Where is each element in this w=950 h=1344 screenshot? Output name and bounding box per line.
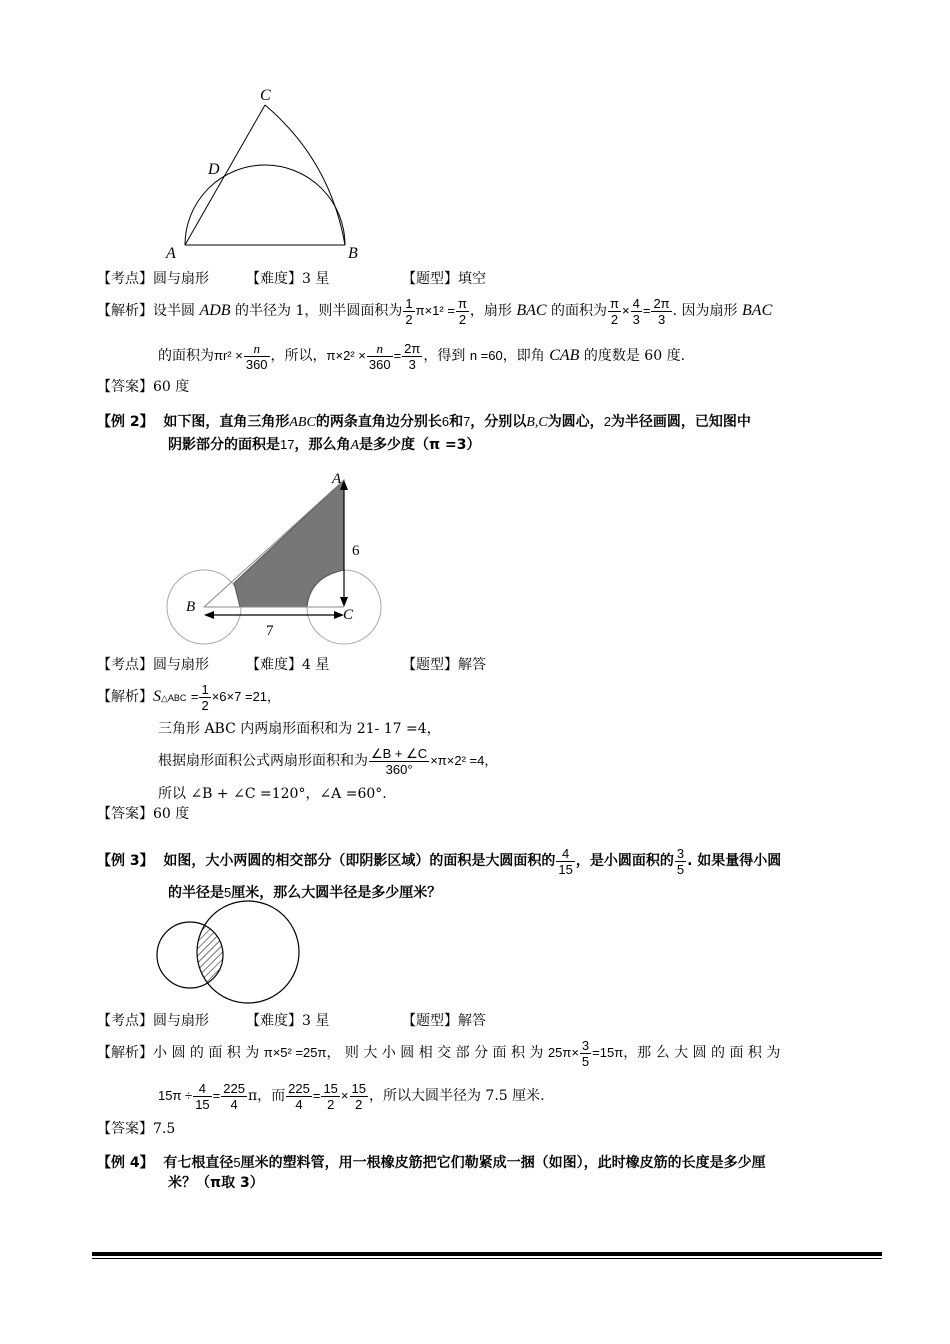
fraction-225-4: $\frac{225}{4}$ — [223, 1080, 245, 1112]
math: ×6×7 =21， — [211, 689, 281, 704]
label-d: D — [208, 161, 220, 178]
example-label: 【例 3】 — [97, 853, 154, 869]
math-adb: ADB — [199, 302, 231, 319]
math: 7 — [463, 414, 471, 429]
text: ，扇形 — [469, 303, 512, 319]
shaded-region — [234, 480, 344, 607]
text: 如下图，直角三角形 — [163, 414, 290, 430]
math: = — [190, 689, 199, 704]
ex2-answer: 【答案】60 度 — [97, 806, 190, 822]
text: 是多少度（π =3） — [359, 437, 481, 453]
figure-sector-semicircle — [160, 80, 380, 270]
text: 的面积为 — [551, 303, 608, 319]
ex3-question-line1 — [97, 843, 781, 879]
math-bc: B,C — [526, 415, 548, 430]
text: 的度数是 60 度. — [583, 348, 686, 364]
arrowhead-left — [204, 611, 214, 619]
fraction-half: $\frac{1}{2}$ — [405, 295, 413, 327]
math-n-60: n =60 — [469, 348, 503, 363]
fraction-f2: $\frac{4}{3}$ — [632, 295, 640, 327]
ex2-question-line1 — [97, 413, 751, 432]
math: =15π — [592, 1045, 624, 1060]
ex1-answer: 【答案】60 度 — [97, 379, 190, 395]
math: = — [212, 1088, 221, 1103]
math: π×2² × — [326, 348, 366, 363]
footer-rule-thick — [92, 1252, 882, 1256]
label-6: 6 — [352, 543, 360, 559]
text: 的两条直角边分别长 — [315, 414, 442, 430]
label-b: B — [186, 599, 196, 615]
text: ，那么角 — [294, 437, 351, 453]
label-a: A — [166, 245, 176, 262]
ex3-answer: 【答案】7.5 — [97, 1121, 176, 1137]
math-abc: ABC — [289, 415, 316, 430]
fraction-4-15: $\frac{4}{15}$ — [195, 1080, 210, 1112]
ex2-analysis-line2: 三角形 ABC 内两扇形面积和为 21- 17 =4， — [158, 721, 441, 737]
ex2-analysis-line1 — [97, 679, 280, 715]
fraction-half: $\frac{1}{2}$ — [201, 681, 209, 713]
figure-right-triangle-circles — [160, 465, 390, 645]
ex1-nandu: 【难度】3 星 — [246, 271, 330, 287]
math: 5 — [224, 885, 232, 900]
ex3-kaodian: 【考点】圆与扇形 — [97, 1013, 209, 1029]
text: ，那 么 大 圆 的 面 积 为 — [623, 1045, 781, 1061]
math: π×5² =25π — [263, 1045, 327, 1060]
text: 为圆心， — [547, 414, 604, 430]
figure-two-circles — [150, 897, 310, 1013]
text: 小 圆 的 面 积 为 — [153, 1045, 260, 1061]
text: 如图，大小两圆的相交部分（即阴影区域）的面积是大圆面积的 — [163, 853, 556, 869]
math-cab: CAB — [549, 347, 580, 364]
math: 2 — [603, 414, 611, 429]
arrowhead-bottom — [340, 597, 348, 607]
math-bac: BAC — [516, 302, 547, 319]
text: ，所以， — [270, 348, 327, 364]
text: 的半径是 — [168, 885, 224, 901]
text: 厘米的塑料管，用一根橡皮筋把它们勒紧成一捆（如图），此时橡皮筋的长度是多少厘 — [240, 1155, 766, 1171]
label-c: C — [343, 607, 354, 623]
math: ×π×2² =4， — [430, 753, 498, 768]
fraction-15-2b: $\frac{15}{2}$ — [351, 1080, 366, 1112]
label-c: C — [260, 87, 271, 104]
fraction-225-4b: $\frac{225}{4}$ — [288, 1080, 310, 1112]
math: 6 — [441, 414, 450, 429]
text: . 因为扇形 — [672, 303, 738, 319]
math: πr² × — [214, 348, 243, 363]
ex4-question-line1 — [97, 1154, 766, 1172]
ex2-nandu: 【难度】4 星 — [246, 657, 330, 673]
text: 和 — [449, 414, 464, 430]
analysis-label: 【解析】 — [97, 689, 153, 705]
fraction-15-2: $\frac{15}{2}$ — [323, 1080, 338, 1112]
fraction-f1: $\frac{\pi}{2}$ — [610, 295, 620, 327]
text: ， 则 大 小 圆 相 交 部 分 面 积 为 — [326, 1045, 544, 1061]
math: 25π× — [547, 1045, 579, 1060]
arc-bc — [265, 105, 345, 245]
fraction-angles: $\frac{\angle B + \angle C}{360^\circ}$ — [371, 745, 428, 777]
math: 5 — [233, 1155, 241, 1170]
math: = — [393, 348, 402, 363]
example-label: 【例 4】 — [97, 1155, 154, 1171]
ex1-analysis-line1: 【解析】设半圆 ADB 的半径为 1，则半圆面积为 $\frac{1}{2}$ π×1² = $\frac{\pi}{2}$ ，扇形 BAC 的面积为 $\frac{\pi}{2}$ × $\frac{4}{3}$ = $\frac{2\pi}{3}$ . 因为扇形 BAC — [97, 295, 773, 327]
text: ，得到 — [423, 348, 466, 364]
text: 厘米，那么大圆半径是多少厘米？ — [231, 885, 442, 901]
fraction-pi-2: $\frac{\pi}{2}$ — [457, 295, 467, 327]
fraction-f4: $\frac{2\pi}{3}$ — [404, 340, 421, 372]
analysis-label: 【解析】 — [97, 303, 153, 319]
label-b: B — [348, 245, 358, 262]
math: 17 — [280, 437, 295, 452]
fraction-3-5: $\frac{3}{5}$ — [581, 1037, 590, 1069]
text: . 如果量得小圆 — [687, 853, 782, 869]
analysis-label: 【解析】 — [97, 1045, 153, 1061]
ex3-nandu: 【难度】3 星 — [246, 1013, 330, 1029]
ex4-question-line2: 米？（π取 3） — [168, 1175, 264, 1191]
text: 根据扇形面积公式两扇形面积和为 — [158, 753, 368, 769]
fraction-n2-360: $\frac{n}{360}$ — [368, 340, 391, 372]
example-label: 【例 2】 — [97, 414, 154, 430]
math-a: A — [350, 438, 360, 453]
ex1-analysis-line2 — [158, 338, 685, 374]
text: ，即角 — [502, 348, 545, 364]
ex3-tixing: 【题型】解答 — [402, 1013, 486, 1029]
fraction-3-5: $\frac{3}{5}$ — [676, 845, 685, 877]
text: 为半径画圆，已知图中 — [610, 414, 751, 430]
fraction-f3: $\frac{2\pi}{3}$ — [653, 295, 670, 327]
footer-rule-thin — [92, 1258, 882, 1259]
ex3-analysis-line1 — [97, 1035, 780, 1071]
math-bac: BAC — [742, 302, 773, 319]
text: ，所以大圆半径为 7.5 厘米. — [368, 1088, 545, 1104]
label-a: A — [332, 471, 342, 487]
text: 设半圆 — [153, 303, 195, 319]
ex2-analysis-line4: 所以 ∠B + ∠C =120°，∠A =60°. — [158, 786, 387, 802]
fraction-4-15: $\frac{4}{15}$ — [558, 845, 573, 877]
ex1-kaodian: 【考点】圆与扇形 — [97, 271, 209, 287]
ex3-analysis-line2 — [158, 1078, 545, 1114]
ex2-tixing: 【题型】解答 — [402, 657, 486, 673]
math-s: S — [153, 688, 161, 705]
ex2-question-line2 — [168, 436, 480, 455]
text: ，分别以 — [470, 414, 527, 430]
math: π×1² = — [415, 303, 455, 318]
text: 有七根直径 — [163, 1155, 234, 1171]
ex1-tixing: 【题型】填空 — [402, 271, 486, 287]
math: × — [340, 1088, 349, 1103]
math: 15π ÷ — [158, 1088, 193, 1103]
ex2-analysis-line3 — [158, 743, 497, 779]
text: 的半径为 1，则半圆面积为 — [235, 303, 403, 319]
label-7: 7 — [266, 623, 274, 639]
text: π，而 — [247, 1088, 286, 1104]
segment-ac — [185, 105, 265, 245]
math: = — [312, 1088, 321, 1103]
fraction-n-360: $\frac{n}{360}$ — [245, 340, 268, 372]
text: ，是小圆面积的 — [575, 853, 674, 869]
ex2-kaodian: 【考点】圆与扇形 — [97, 657, 209, 673]
math-subscript: △ABC — [161, 693, 187, 703]
text: 阴影部分的面积是 — [168, 437, 280, 453]
text: 的面积为 — [158, 348, 214, 364]
